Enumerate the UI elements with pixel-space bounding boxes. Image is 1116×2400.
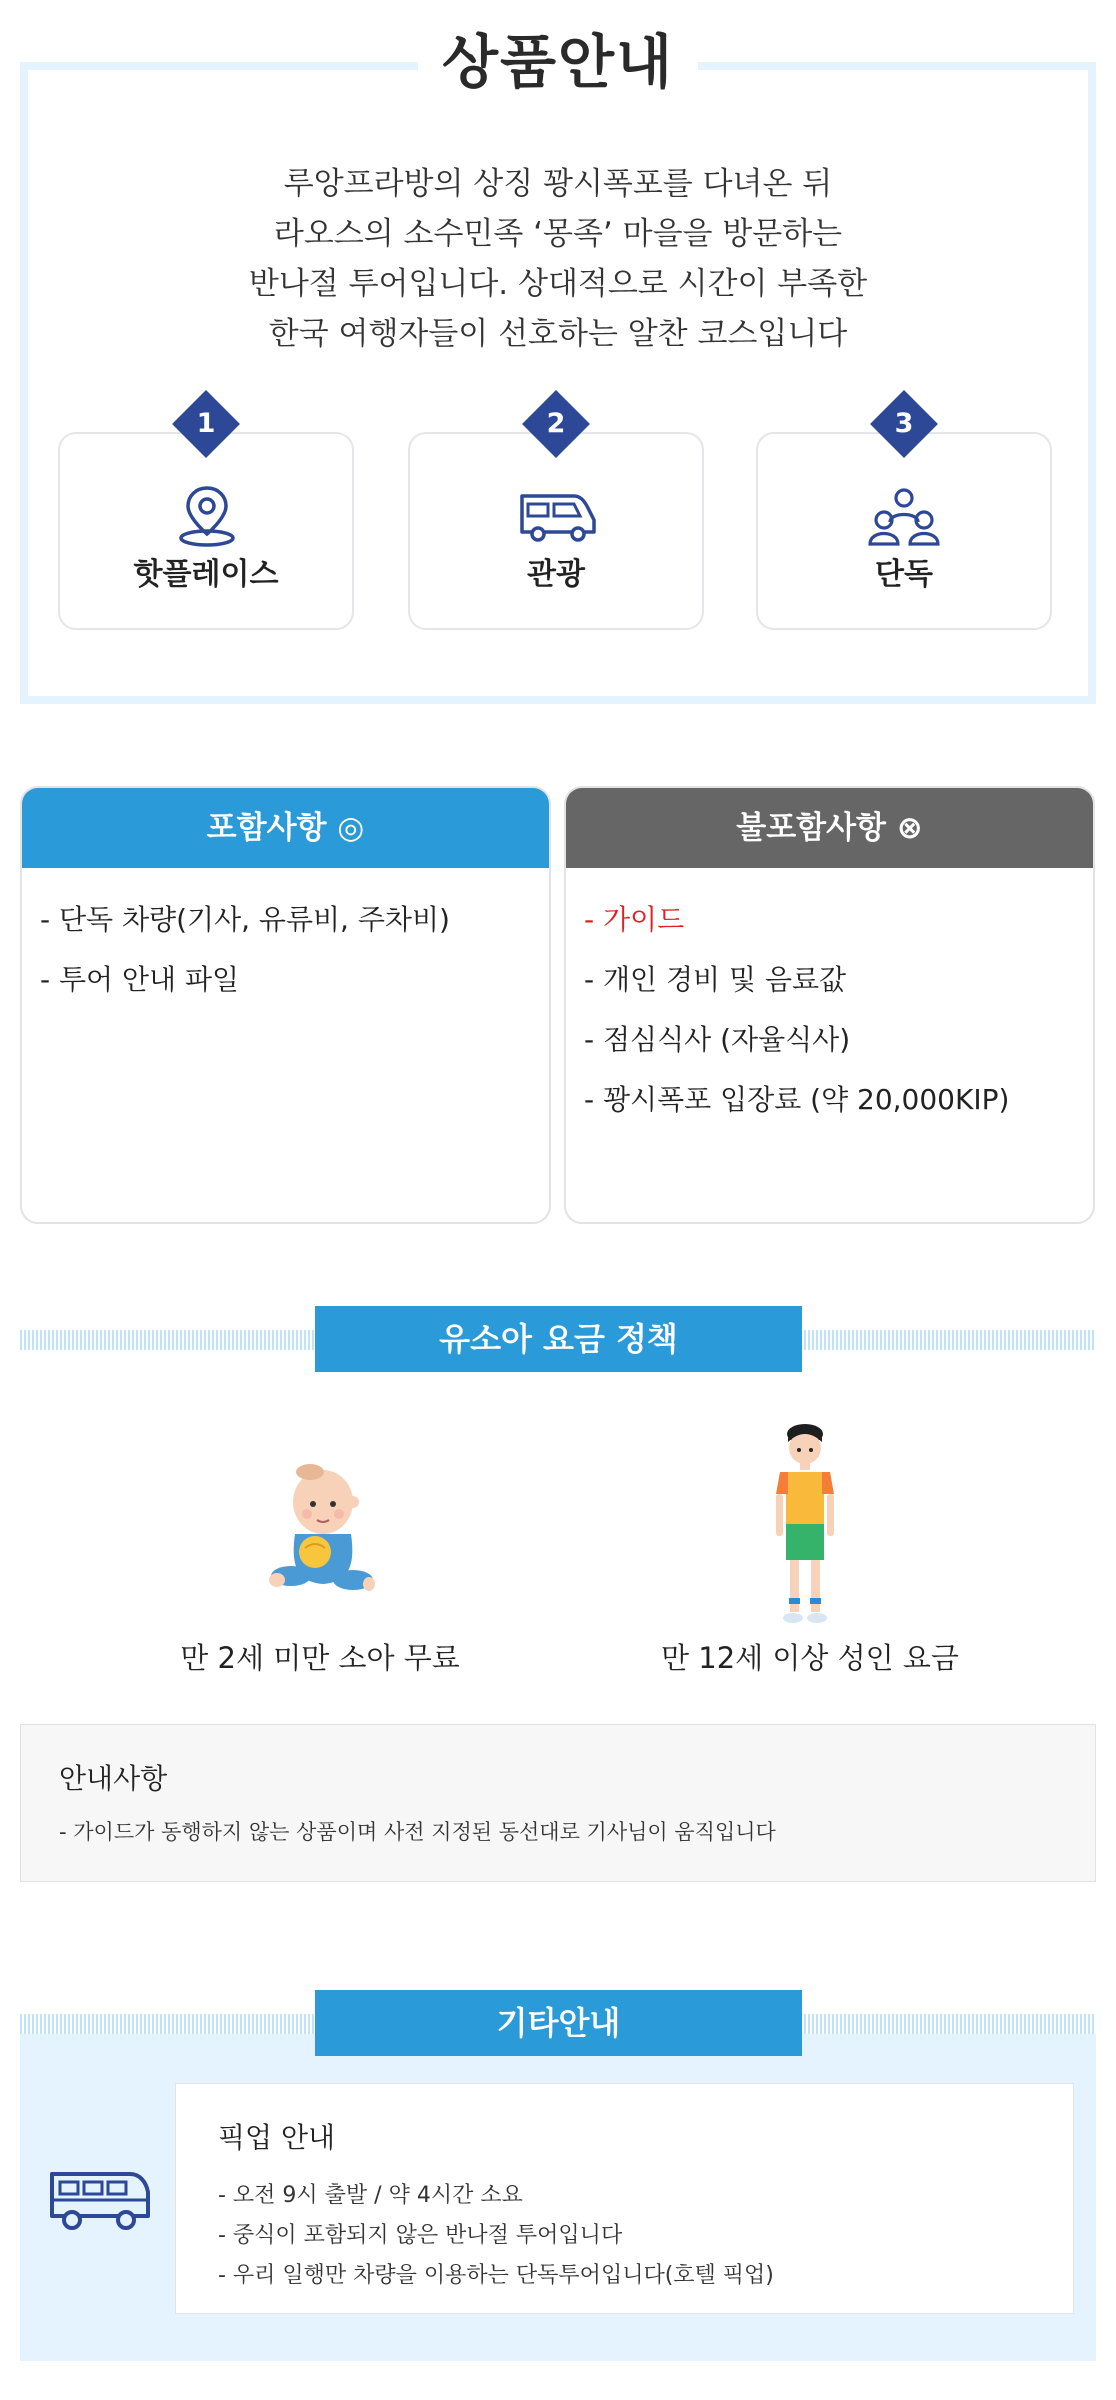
intro-title: 상품안내: [418, 20, 698, 104]
included-card: [20, 786, 551, 1224]
adult-child-illustration: [770, 1424, 840, 1628]
excluded-item: - 꽝시폭포 입장료 (약 20,000KIP): [584, 1083, 1010, 1116]
intro-description-line: 한국 여행자들이 선호하는 알찬 코스입니다: [268, 316, 848, 352]
map-pin-icon: [176, 484, 238, 548]
van-icon: [518, 490, 598, 544]
intro-description-line: 라오스의 소수민족 ‘몽족’ 마을을 방문하는: [273, 216, 843, 252]
infant-caption: 만 2세 미만 소아 무료: [180, 1641, 460, 1675]
feature-label: 관광: [527, 557, 585, 592]
pickup-info-box: [175, 2083, 1074, 2314]
feature-badge-number: 3: [894, 408, 914, 439]
excluded-header: 불포함사항 ⊗: [566, 788, 1093, 868]
included-item: - 단독 차량(기사, 유류비, 주차비): [40, 903, 450, 936]
group-icon: [868, 486, 940, 548]
excluded-item: - 점심식사 (자율식사): [584, 1023, 851, 1056]
pickup-line: - 중식이 포함되지 않은 반나절 투어입니다: [218, 2223, 623, 2248]
excluded-card: [564, 786, 1095, 1224]
adult-caption: 만 12세 이상 성인 요금: [661, 1641, 959, 1675]
notice-title: 안내사항: [59, 1762, 168, 1795]
intro-description-line: 반나절 투어입니다. 상대적으로 시간이 부족한: [248, 266, 868, 302]
infant-illustration: [265, 1452, 375, 1602]
etc-title: 기타안내: [315, 1990, 802, 2056]
feature-badge-number: 2: [546, 408, 566, 439]
pickup-line: - 오전 9시 출발 / 약 4시간 소요: [218, 2183, 523, 2208]
feature-label: 핫플레이스: [133, 557, 279, 592]
feature-label: 단독: [875, 557, 933, 592]
excluded-item-highlight: - 가이드: [584, 903, 685, 936]
child-policy-title: 유소아 요금 정책: [315, 1306, 802, 1372]
notice-text: - 가이드가 동행하지 않는 상품이며 사전 지정된 동선대로 기사님이 움직입니다: [59, 1820, 776, 1844]
excluded-item: - 개인 경비 및 음료값: [584, 963, 847, 996]
pickup-title: 픽업 안내: [218, 2121, 336, 2154]
pickup-line: - 우리 일행만 차량을 이용하는 단독투어입니다(호텔 픽업): [218, 2263, 774, 2288]
intro-description-line: 루앙프라방의 상징 꽝시폭포를 다녀온 뒤: [283, 166, 833, 202]
included-header: 포함사항 ◎: [22, 788, 549, 868]
included-item: - 투어 안내 파일: [40, 963, 240, 996]
bus-icon: [48, 2170, 152, 2234]
notice-box: [20, 1724, 1096, 1882]
feature-badge-number: 1: [196, 408, 216, 439]
